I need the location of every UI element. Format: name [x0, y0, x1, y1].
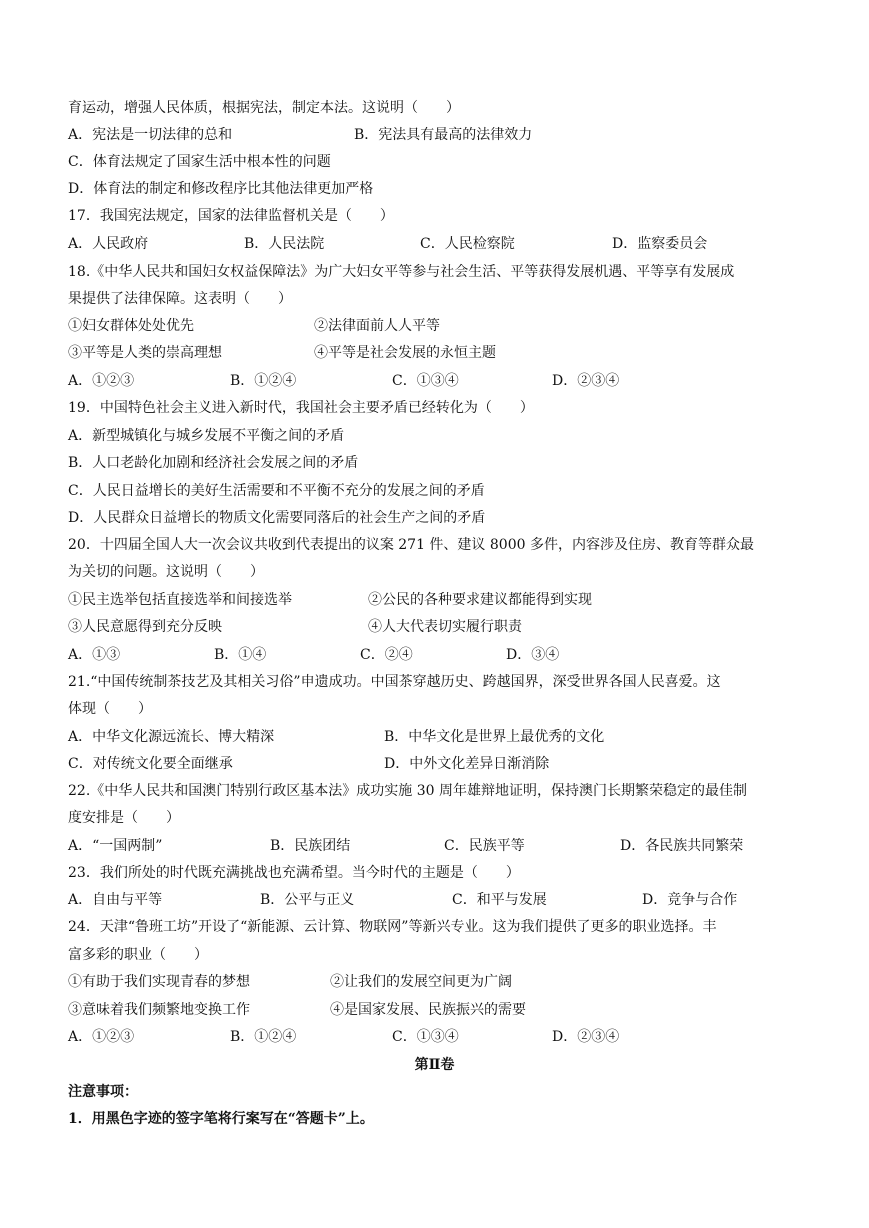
q18-statements-row2: [68, 344, 828, 362]
q21-option-c: C．对传统文化要全面继承: [68, 756, 233, 772]
q24-statement-2: ②让我们的发展空间更为广阔: [330, 974, 512, 990]
q16-option-c: C．体育法规定了国家生活中根本性的问题: [68, 154, 331, 170]
q22-option-b: B．民族团结: [270, 838, 351, 854]
q21-option-a: A．中华文化源远流长、博大精深: [68, 729, 275, 745]
q16-option-b: B．宪法具有最高的法律效力: [354, 127, 533, 143]
q22-options: [68, 837, 828, 855]
q19-option-b: B．人口老龄化加剧和经济社会发展之间的矛盾: [68, 455, 359, 471]
q18-statement-1: ①妇女群体处处优先: [68, 318, 194, 334]
part2-title: 第Ⅱ卷: [414, 1057, 455, 1073]
q24-statement-4: ④是国家发展、民族振兴的需要: [330, 1002, 526, 1018]
q18-option-b: B．①②④: [230, 373, 297, 389]
q17-option-a: A．人民政府: [68, 236, 149, 252]
q20-statement-3: ③人民意愿得到充分反映: [68, 619, 222, 635]
q22-stem-line1: 22.《中华人民共和国澳门特别行政区基本法》成功实施 30 周年雄辩地证明，保持澳门长期繁荣稳定的最佳制: [68, 783, 747, 799]
q24-option-a: A．①②③: [68, 1029, 135, 1045]
q20-option-b: B．①④: [214, 647, 267, 663]
q18-statements-row1: [68, 317, 828, 335]
q18-statement-2: ②法律面前人人平等: [314, 318, 440, 334]
q24-option-c: C．①③④: [392, 1029, 459, 1045]
q20-stem-line1: 20．十四届全国人大一次会议共收到代表提出的议案 271 件、建议 8000 多件，内容涉及住房、教育等群众最: [68, 537, 754, 553]
q17-option-d: D．监察委员会: [612, 236, 708, 252]
q24-stem-line1: 24．天津“鲁班工坊”开设了“新能源、云计算、物联网”等新兴专业。这为我们提供了更多的职业选择。丰: [68, 919, 717, 935]
q18-statement-4: ④平等是社会发展的永恒主题: [314, 345, 496, 361]
q20-stem-line2: 为关切的问题。这说明（ ）: [68, 564, 264, 580]
q16-option-a: A．宪法是一切法律的总和: [68, 127, 233, 143]
q21-option-d: D．中外文化差异日渐消除: [384, 756, 550, 772]
q24-statement-1: ①有助于我们实现青春的梦想: [68, 974, 250, 990]
q17-option-c: C．人民检察院: [420, 236, 515, 252]
q23-stem: 23．我们所处的时代既充满挑战也充满希望。当今时代的主题是（ ）: [68, 865, 520, 881]
q22-option-c: C．民族平等: [444, 838, 525, 854]
q17-stem: 17．我国宪法规定，国家的法律监督机关是（ ）: [68, 208, 394, 224]
q23-option-b: B．公平与正义: [260, 892, 355, 908]
q20-statement-4: ④人大代表切实履行职责: [368, 619, 522, 635]
q18-option-d: D．②③④: [552, 373, 620, 389]
q21-stem-line1: 21.“中国传统制茶技艺及其相关习俗”申遗成功。中国茶穿越历史、跨越国界，深受世界各国人民喜爱。这: [68, 674, 721, 690]
q20-statement-1: ①民主选举包括直接选举和间接选举: [68, 592, 292, 608]
q18-stem-line2: 果提供了法律保障。这表明（ ）: [68, 291, 292, 307]
q23-option-a: A．自由与平等: [68, 892, 163, 908]
q18-option-a: A．①②③: [68, 373, 135, 389]
q22-option-d: D．各民族共同繁荣: [620, 838, 744, 854]
q16-options-row1: [68, 126, 828, 144]
q23-option-d: D．竞争与合作: [642, 892, 738, 908]
q20-statement-2: ②公民的各种要求建议都能得到实现: [368, 592, 592, 608]
q20-statements-row1: [68, 591, 828, 609]
q20-statements-row2: [68, 618, 828, 636]
q24-option-b: B．①②④: [230, 1029, 297, 1045]
q21-options-row1: [68, 728, 828, 746]
q21-option-b: B．中华文化是世界上最优秀的文化: [384, 729, 605, 745]
part2-note-1: 1．用黑色字迹的签字笔将行案写在“答题卡”上。: [68, 1111, 374, 1127]
q18-stem-line1: 18.《中华人民共和国妇女权益保障法》为广大妇女平等参与社会生活、平等获得发展机遇、平等享有发展成: [68, 264, 735, 280]
part2-notice: 注意事项：: [68, 1084, 138, 1100]
q24-statements-row1: [68, 973, 828, 991]
q16-stem-tail: 育运动，增强人民体质，根据宪法，制定本法。这说明（ ）: [68, 100, 460, 116]
q18-option-c: C．①③④: [392, 373, 459, 389]
q24-statement-3: ③意味着我们频繁地变换工作: [68, 1002, 250, 1018]
q17-options: [68, 235, 828, 253]
q17-option-b: B．人民法院: [244, 236, 325, 252]
q18-statement-3: ③平等是人类的崇高理想: [68, 345, 222, 361]
q18-options: [68, 372, 828, 390]
q20-options: [68, 646, 828, 664]
q24-stem-line2: 富多彩的职业（ ）: [68, 947, 208, 963]
q19-option-a: A．新型城镇化与城乡发展不平衡之间的矛盾: [68, 428, 345, 444]
q22-stem-line2: 度安排是（ ）: [68, 810, 180, 826]
q24-statements-row2: [68, 1001, 828, 1019]
q22-option-a: A．“一国两制”: [68, 838, 163, 854]
q24-options: [68, 1028, 828, 1046]
q21-options-row2: [68, 755, 828, 773]
q24-option-d: D．②③④: [552, 1029, 620, 1045]
q19-option-d: D．人民群众日益增长的物质文化需要同落后的社会生产之间的矛盾: [68, 510, 486, 526]
q21-stem-line2: 体现（ ）: [68, 701, 152, 717]
q23-option-c: C．和平与发展: [452, 892, 547, 908]
q19-option-c: C．人民日益增长的美好生活需要和不平衡不充分的发展之间的矛盾: [68, 483, 485, 499]
q20-option-c: C．②④: [360, 647, 413, 663]
q20-option-a: A．①③: [68, 647, 121, 663]
q19-stem: 19．中国特色社会主义进入新时代，我国社会主要矛盾已经转化为（ ）: [68, 400, 534, 416]
q23-options: [68, 891, 828, 909]
q20-option-d: D．③④: [506, 647, 560, 663]
q16-option-d: D．体育法的制定和修改程序比其他法律更加严格: [68, 181, 374, 197]
